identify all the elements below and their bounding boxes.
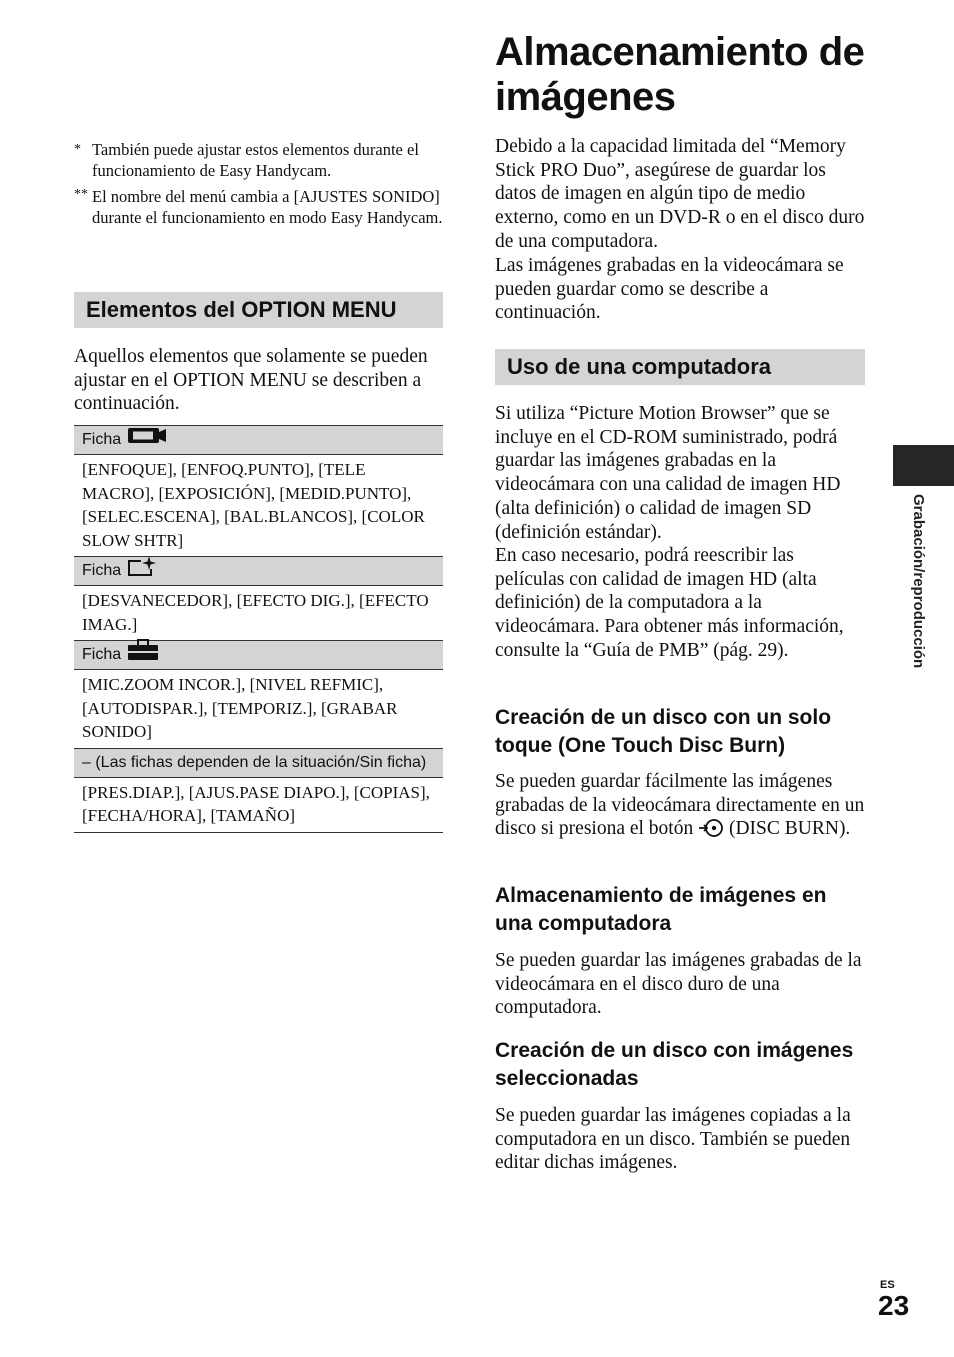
table-row-header (74, 426, 443, 455)
table-row: [MIC.ZOOM INCOR.], [NIVEL REFMIC], [AUTODISPAR.], [TEMPORIZ.], [GRABAR SONIDO] (74, 670, 443, 749)
footnote-2 (74, 186, 443, 228)
tab-label: – (Las fichas dependen de la situación/Sin ficha) (82, 753, 427, 771)
computer-section-heading: Uso de una computadora (495, 349, 865, 385)
option-menu-intro: Aquellos elementos que solamente se pueden ajustar en el OPTION MENU se describen a continuación. (74, 346, 428, 415)
footnote-mark: ** (74, 187, 88, 202)
effects-tab-icon (127, 555, 157, 587)
table-row-header (74, 641, 443, 670)
table-row-header (74, 749, 443, 778)
footnote-mark: * (74, 142, 81, 157)
table-row: [DESVANECEDOR], [EFECTO DIG.], [EFECTO IMAG.] (74, 586, 443, 641)
camera-tab-icon (127, 425, 167, 455)
intro-paragraph: Debido a la capacidad limitada del “Memory Stick PRO Duo”, asegúrese de guardar los datos de imagen en algún tipo de medio externo, como en un DVD-R o en el disco duro de una computadora. (495, 136, 865, 252)
computer-paragraph-1: Si utiliza “Picture Motion Browser” que se incluye en el CD-ROM suministrado, podrá guardar las imágenes grabadas en la videocámara con una calidad de imagen HD (alta definición) o calidad de imagen SD (definición estándar). (495, 403, 841, 543)
tab-label: Ficha (82, 646, 122, 663)
tab-label: Ficha (82, 562, 122, 579)
selected-disc-paragraph: Se pueden guardar las imágenes copiadas a la computadora en un disco. También se pueden editar dichas imágenes. (495, 1105, 851, 1174)
option-menu-table (74, 425, 443, 833)
toolbox-tab-icon (127, 639, 159, 671)
disc-burn-text: Se pueden guardar fácilmente las imágenes grabadas de la videocámara directamente en un disco si presiona el botón (495, 771, 865, 840)
table-row: [PRES.DIAP.], [AJUS.PASE DIAPO.], [COPIAS], [FECHA/HORA], [TAMAÑO] (74, 778, 443, 833)
disc-burn-text-end: (DISC BURN). (728, 818, 851, 840)
footnote-1 (74, 139, 443, 181)
page-number: 23 (878, 1290, 910, 1321)
footnote-text: El nombre del menú cambia a [AJUSTES SONIDO] durante el funcionamiento en modo Easy Handycam. (92, 187, 443, 227)
table-row-header (74, 557, 443, 586)
side-tab-marker (893, 445, 954, 486)
page-language: ES (880, 1279, 895, 1291)
page-title: Almacenamiento de imágenes (495, 30, 865, 119)
subsection-title-selected-disc: Creación de un disco con imágenes seleccionadas (495, 1039, 854, 1090)
disc-burn-paragraph (495, 770, 865, 845)
disc-burn-icon (698, 818, 724, 845)
intro-paragraph-2: Las imágenes grabadas en la videocámara se pueden guardar como se describe a continuación. (495, 255, 844, 324)
subsection-title-computer-storage: Almacenamiento de imágenes en una computadora (495, 884, 827, 935)
computer-paragraph-2: En caso necesario, podrá reescribir las películas con calidad de imagen HD (alta definición) de la computadora a la videocámara. Para obtener más información, consulte la “Guía de PMB” (pág. 29). (495, 545, 844, 661)
option-menu-heading: Elementos del OPTION MENU (74, 292, 443, 328)
tab-label: Ficha (82, 431, 122, 448)
footnote-text: También puede ajustar estos elementos durante el funcionamiento de Easy Handycam. (92, 140, 419, 180)
computer-storage-paragraph: Se pueden guardar las imágenes grabadas de la videocámara en el disco duro de una computadora. (495, 950, 862, 1019)
table-row: [ENFOQUE], [ENFOQ.PUNTO], [TELE MACRO], [EXPOSICIÓN], [MEDID.PUNTO], [SELEC.ESCENA], [BAL.BLANCOS], [COLOR SLOW SHTR] (74, 455, 443, 557)
side-tab-label: Grabación/reproducción (910, 494, 927, 669)
subsection-title-disc-burn: Creación de un disco con un solo toque (One Touch Disc Burn) (495, 706, 832, 757)
